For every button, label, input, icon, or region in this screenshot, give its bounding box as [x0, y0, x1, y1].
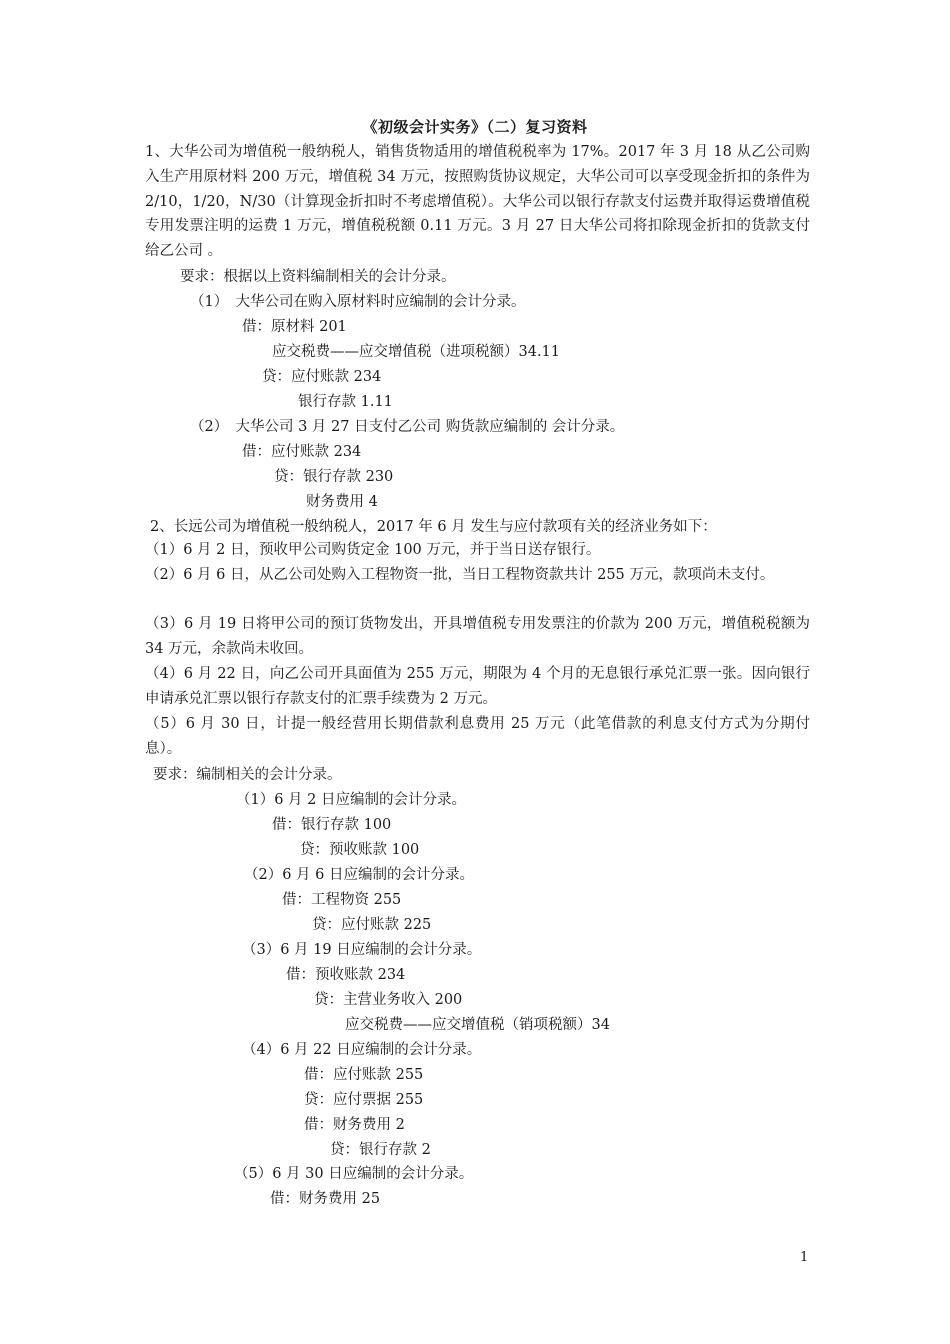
- q2-answer-5-title: （5）6 月 30 日应编制的会计分录。: [234, 1166, 474, 1182]
- page-number: 1: [800, 1250, 809, 1265]
- q1-sub2-entry: 借：应付账款 234: [242, 444, 362, 460]
- q2-requirement: 要求：编制相关的会计分录。: [153, 767, 342, 783]
- q1-sub1-title: （1） 大华公司在购入原材料时应编制的会计分录。: [190, 294, 526, 310]
- q2-item-1: （1）6 月 2 日，预收甲公司购货定金 100 万元，并于当日送存银行。: [145, 542, 601, 558]
- q2-item-2: （2）6 月 6 日，从乙公司处购入工程物资一批，当日工程物资款共计 255 万元，款项尚未支付。: [145, 567, 775, 583]
- q1-sub1-entry: 银行存款 1.11: [298, 394, 393, 410]
- q2-answer-1-title: （1）6 月 2 日应编制的会计分录。: [236, 792, 467, 808]
- q1-paragraph: 1、大华公司为增值税一般纳税人，销售货物适用的增值税税率为 17%。2017 年 3 月 18 从乙公司购入生产用原材料 200 万元，增值税 34 万元，按照购货协议规定，大华公司可以享受现金折扣的条件为 2/10，1/20，N/30（计算现金折扣时不考虑增值税）。大华公司以银行存款支付运费并取得运费增值税专用发票注明的运费 1 万元，增值税税额 0.11 万元。3 月 27 日大华公司将扣除现金折扣的货款支付给乙公司 。: [145, 144, 810, 260]
- q1-sub1-entry: 借：原材料 201: [242, 319, 347, 335]
- q2-answer-3-entry: 贷：主营业务收入 200: [314, 992, 463, 1008]
- q2-answer-4-entry: 贷：应付票据 255: [304, 1092, 424, 1108]
- document-title: 《初级会计实务》（二）复习资料: [362, 118, 588, 136]
- q1-sub1-entry: 贷：应付账款 234: [262, 369, 382, 385]
- q2-intro: 2、长远公司为增值税一般纳税人，2017 年 6 月 发生与应付款项有关的经济业务如下：: [150, 519, 717, 535]
- q2-answer-4-title: （4）6 月 22 日应编制的会计分录。: [242, 1042, 482, 1058]
- q2-answer-3-title: （3）6 月 19 日应编制的会计分录。: [242, 942, 482, 958]
- q1-sub2-entry: 财务费用 4: [306, 494, 378, 510]
- q2-answer-2-entry: 借：工程物资 255: [282, 892, 402, 908]
- q2-answer-3-entry: 借：预收账款 234: [286, 967, 406, 983]
- q2-item-5: （5）6 月 30 日，计提一般经营用长期借款利息费用 25 万元（此笔借款的利息支付方式为分期付息）。: [145, 716, 810, 757]
- q2-answer-2-entry: 贷：应付账款 225: [312, 917, 432, 933]
- q2-answer-1-entry: 贷：预收账款 100: [300, 842, 420, 858]
- q1-sub2-entry: 贷：银行存款 230: [274, 469, 394, 485]
- q2-answer-3-entry: 应交税费——应交增值税（销项税额）34: [345, 1017, 610, 1033]
- q2-item-4: （4）6 月 22 日，向乙公司开具面值为 255 万元，期限为 4 个月的无息银行承兑汇票一张。因向银行申请承兑汇票以银行存款支付的汇票手续费为 2 万元。: [145, 666, 810, 707]
- q2-item-3: （3）6 月 19 日将甲公司的预订货物发出，开具增值税专用发票注的价款为 200 万元，增值税税额为 34 万元，余款尚未收回。: [145, 616, 810, 657]
- q1-requirement: 要求：根据以上资料编制相关的会计分录。: [180, 269, 456, 285]
- q2-answer-2-title: （2）6 月 6 日应编制的会计分录。: [244, 867, 475, 883]
- q1-sub2-title: （2） 大华公司 3 月 27 日支付乙公司 购货款应编制的 会计分录。: [190, 419, 625, 435]
- q1-sub1-entry: 应交税费——应交增值税（进项税额）34.11: [272, 344, 561, 360]
- q2-answer-4-entry: 贷：银行存款 2: [330, 1142, 431, 1158]
- q2-answer-5-entry: 借：财务费用 25: [270, 1191, 381, 1207]
- q2-answer-4-entry: 借：财务费用 2: [304, 1117, 405, 1133]
- q2-answer-1-entry: 借：银行存款 100: [272, 817, 392, 833]
- q2-answer-4-entry: 借：应付账款 255: [304, 1067, 424, 1083]
